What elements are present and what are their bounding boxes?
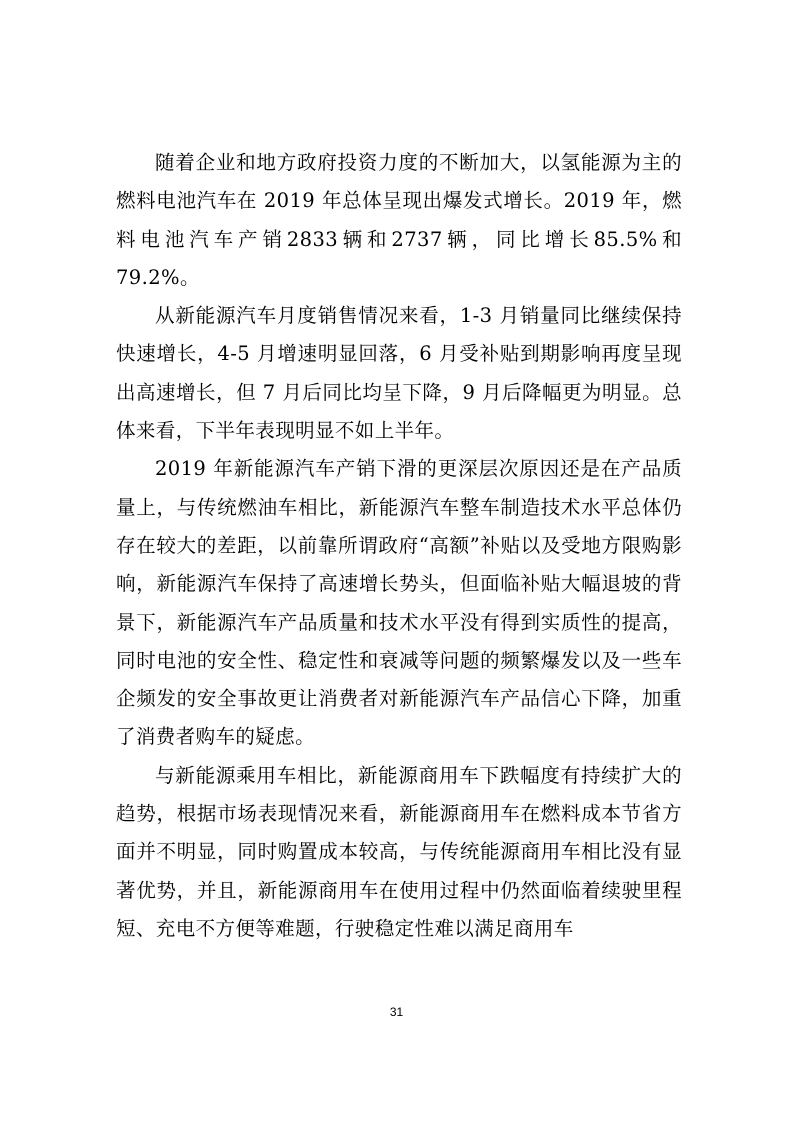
- paragraph-decline-reasons: 2019 年新能源汽车产销下滑的更深层次原因还是在产品质量上，与传统燃油车相比，新能源汽车整车制造技术水平总体仍存在较大的差距，以前靠所谓政府“高额”补贴以及受地方限购影响，新能源汽车保持了高速增长势头，但面临补贴大幅退坡的背景下，新能源汽车产品质量和技术水平没有得到实质性的提高，同时电池的安全性、稳定性和衰减等问题的频繁爆发以及一些车企频发的安全事故更让消费者对新能源汽车产品信心下降，加重了消费者购车的疑虑。: [116, 457, 682, 749]
- page-number: 31: [389, 1005, 404, 1019]
- paragraph-monthly-sales: 从新能源汽车月度销售情况来看，1-3 月销量同比继续保持快速增长，4-5 月增速明显回落，6 月受补贴到期影响再度呈现出高速增长，但 7 月后同比均呈下降，9 月后降幅更为明显。总体来看，下半年表现明显不如上半年。: [116, 304, 682, 443]
- paragraph-fuel-cell-growth: 随着企业和地方政府投资力度的不断加大，以氢能源为主的燃料电池汽车在 2019 年总体呈现出爆发式增长。2019 年，燃料电池汽车产销2833辆和2737辆，同比增长85.5%和79.2%。: [116, 151, 682, 289]
- paragraph-commercial-vehicles: 与新能源乘用车相比，新能源商用车下跌幅度有持续扩大的趋势，根据市场表现情况来看，新能源商用车在燃料成本节省方面并不明显，同时购置成本较高，与传统能源商用车相比没有显著优势，并且，新能源商用车在使用过程中仍然面临着续驶里程短、充电不方便等难题，行驶稳定性难以满足商用车: [116, 763, 682, 940]
- body-text: [116, 144, 682, 948]
